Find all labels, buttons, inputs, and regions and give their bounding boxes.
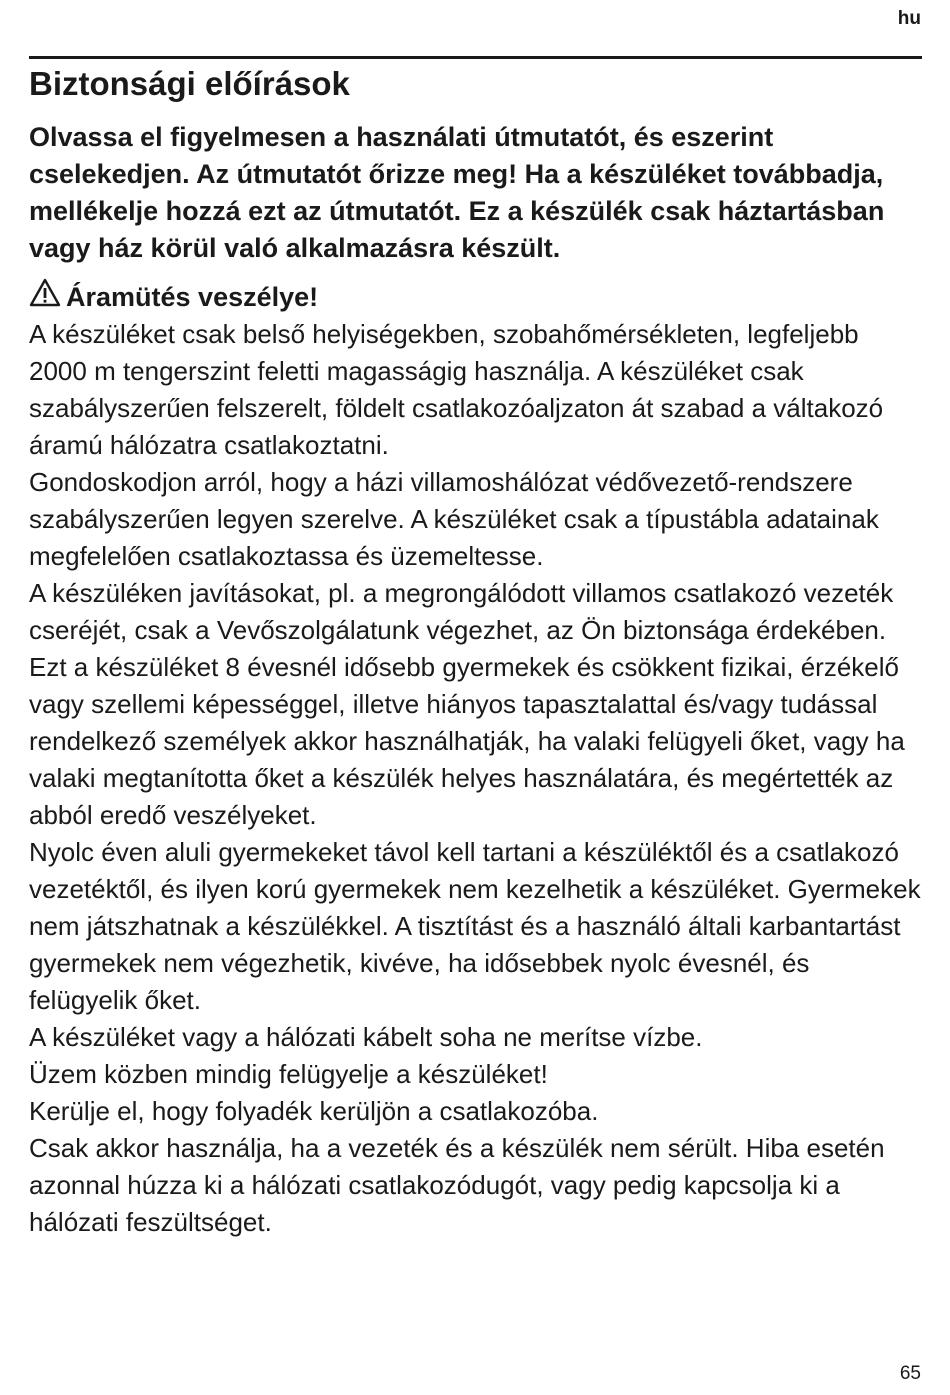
warning-title: Áramütés veszélye!	[66, 282, 319, 312]
page-number: 65	[899, 1363, 921, 1384]
body-text	[29, 316, 922, 1241]
warning-triangle-icon	[29, 278, 66, 316]
body-paragraph: A készüléken javításokat, pl. a megrongálódott villamos csatlakozó vezeték cseréjét, csak a Vevőszolgálatunk végezhet, az Ön biztonsága érdekében.	[29, 578, 894, 645]
body-paragraph: Kerülje el, hogy folyadék kerüljön a csatlakozóba.	[29, 1096, 599, 1126]
header-rule	[29, 56, 922, 59]
page-content	[29, 62, 922, 1241]
body-paragraph: Gondoskodjon arról, hogy a házi villamoshálózat védővezető-rendszere szabályszerűen legyen szerelve. A készüléket csak a típustábla adatainak megfelelően csatlakoztassa és üzemeltesse.	[29, 467, 879, 571]
body-paragraph: Ezt a készüléket 8 évesnél idősebb gyermekek és csökkent fizikai, érzékelő vagy szellemi képességgel, illetve hiányos tapasztalattal és/vagy tudással rendelkező személyek akkor használhatják, ha valaki felügyeli őket, vagy ha valaki megtanította őket a készülék helyes használatára, és megértették az abból eredő veszélyeket.	[29, 652, 905, 830]
intro-paragraph: Olvassa el figyelmesen a használati útmutatót, és eszerint cselekedjen. Az útmutatót őrizze meg! Ha a készüléket továbbadja, mellékelje hozzá ezt az útmutatót. Ez a készülék csak háztartásban vagy ház körül való alkalmazásra készült.	[29, 122, 885, 263]
body-paragraph: A készüléket csak belső helyiségekben, szobahőmérsékleten, legfeljebb 2000 m tengerszint feletti magasságig használja. A készüléket csak szabályszerűen felszerelt, földelt csatlakozóaljzaton át szabad a váltakozó áramú hálózatra csatlakoztatni.	[29, 319, 884, 460]
body-paragraph: A készüléket vagy a hálózati kábelt soha ne merítse vízbe.	[29, 1022, 703, 1052]
page-title: Biztonsági előírások	[29, 65, 350, 102]
language-code: hu	[897, 8, 921, 29]
warning-heading	[29, 278, 922, 316]
body-paragraph: Üzem közben mindig felügyelje a készüléket!	[29, 1059, 548, 1089]
body-paragraph: Csak akkor használja, ha a vezeték és a készülék nem sérült. Hiba esetén azonnal húzza ki a hálózati csatlakozódugót, vagy pedig kapcsolja ki a hálózati feszültséget.	[29, 1133, 885, 1237]
body-paragraph: Nyolc éven aluli gyermekeket távol kell tartani a készüléktől és a csatlakozó vezetéktől, és ilyen korú gyermekek nem kezelhetik a készüléket. Gyermekek nem játszhatnak a készülékkel. A tisztítást és a használó általi karbantartást gyermekek nem végezhetik, kivéve, ha idősebbek nyolc évesnél, és felügyelik őket.	[29, 837, 921, 1015]
